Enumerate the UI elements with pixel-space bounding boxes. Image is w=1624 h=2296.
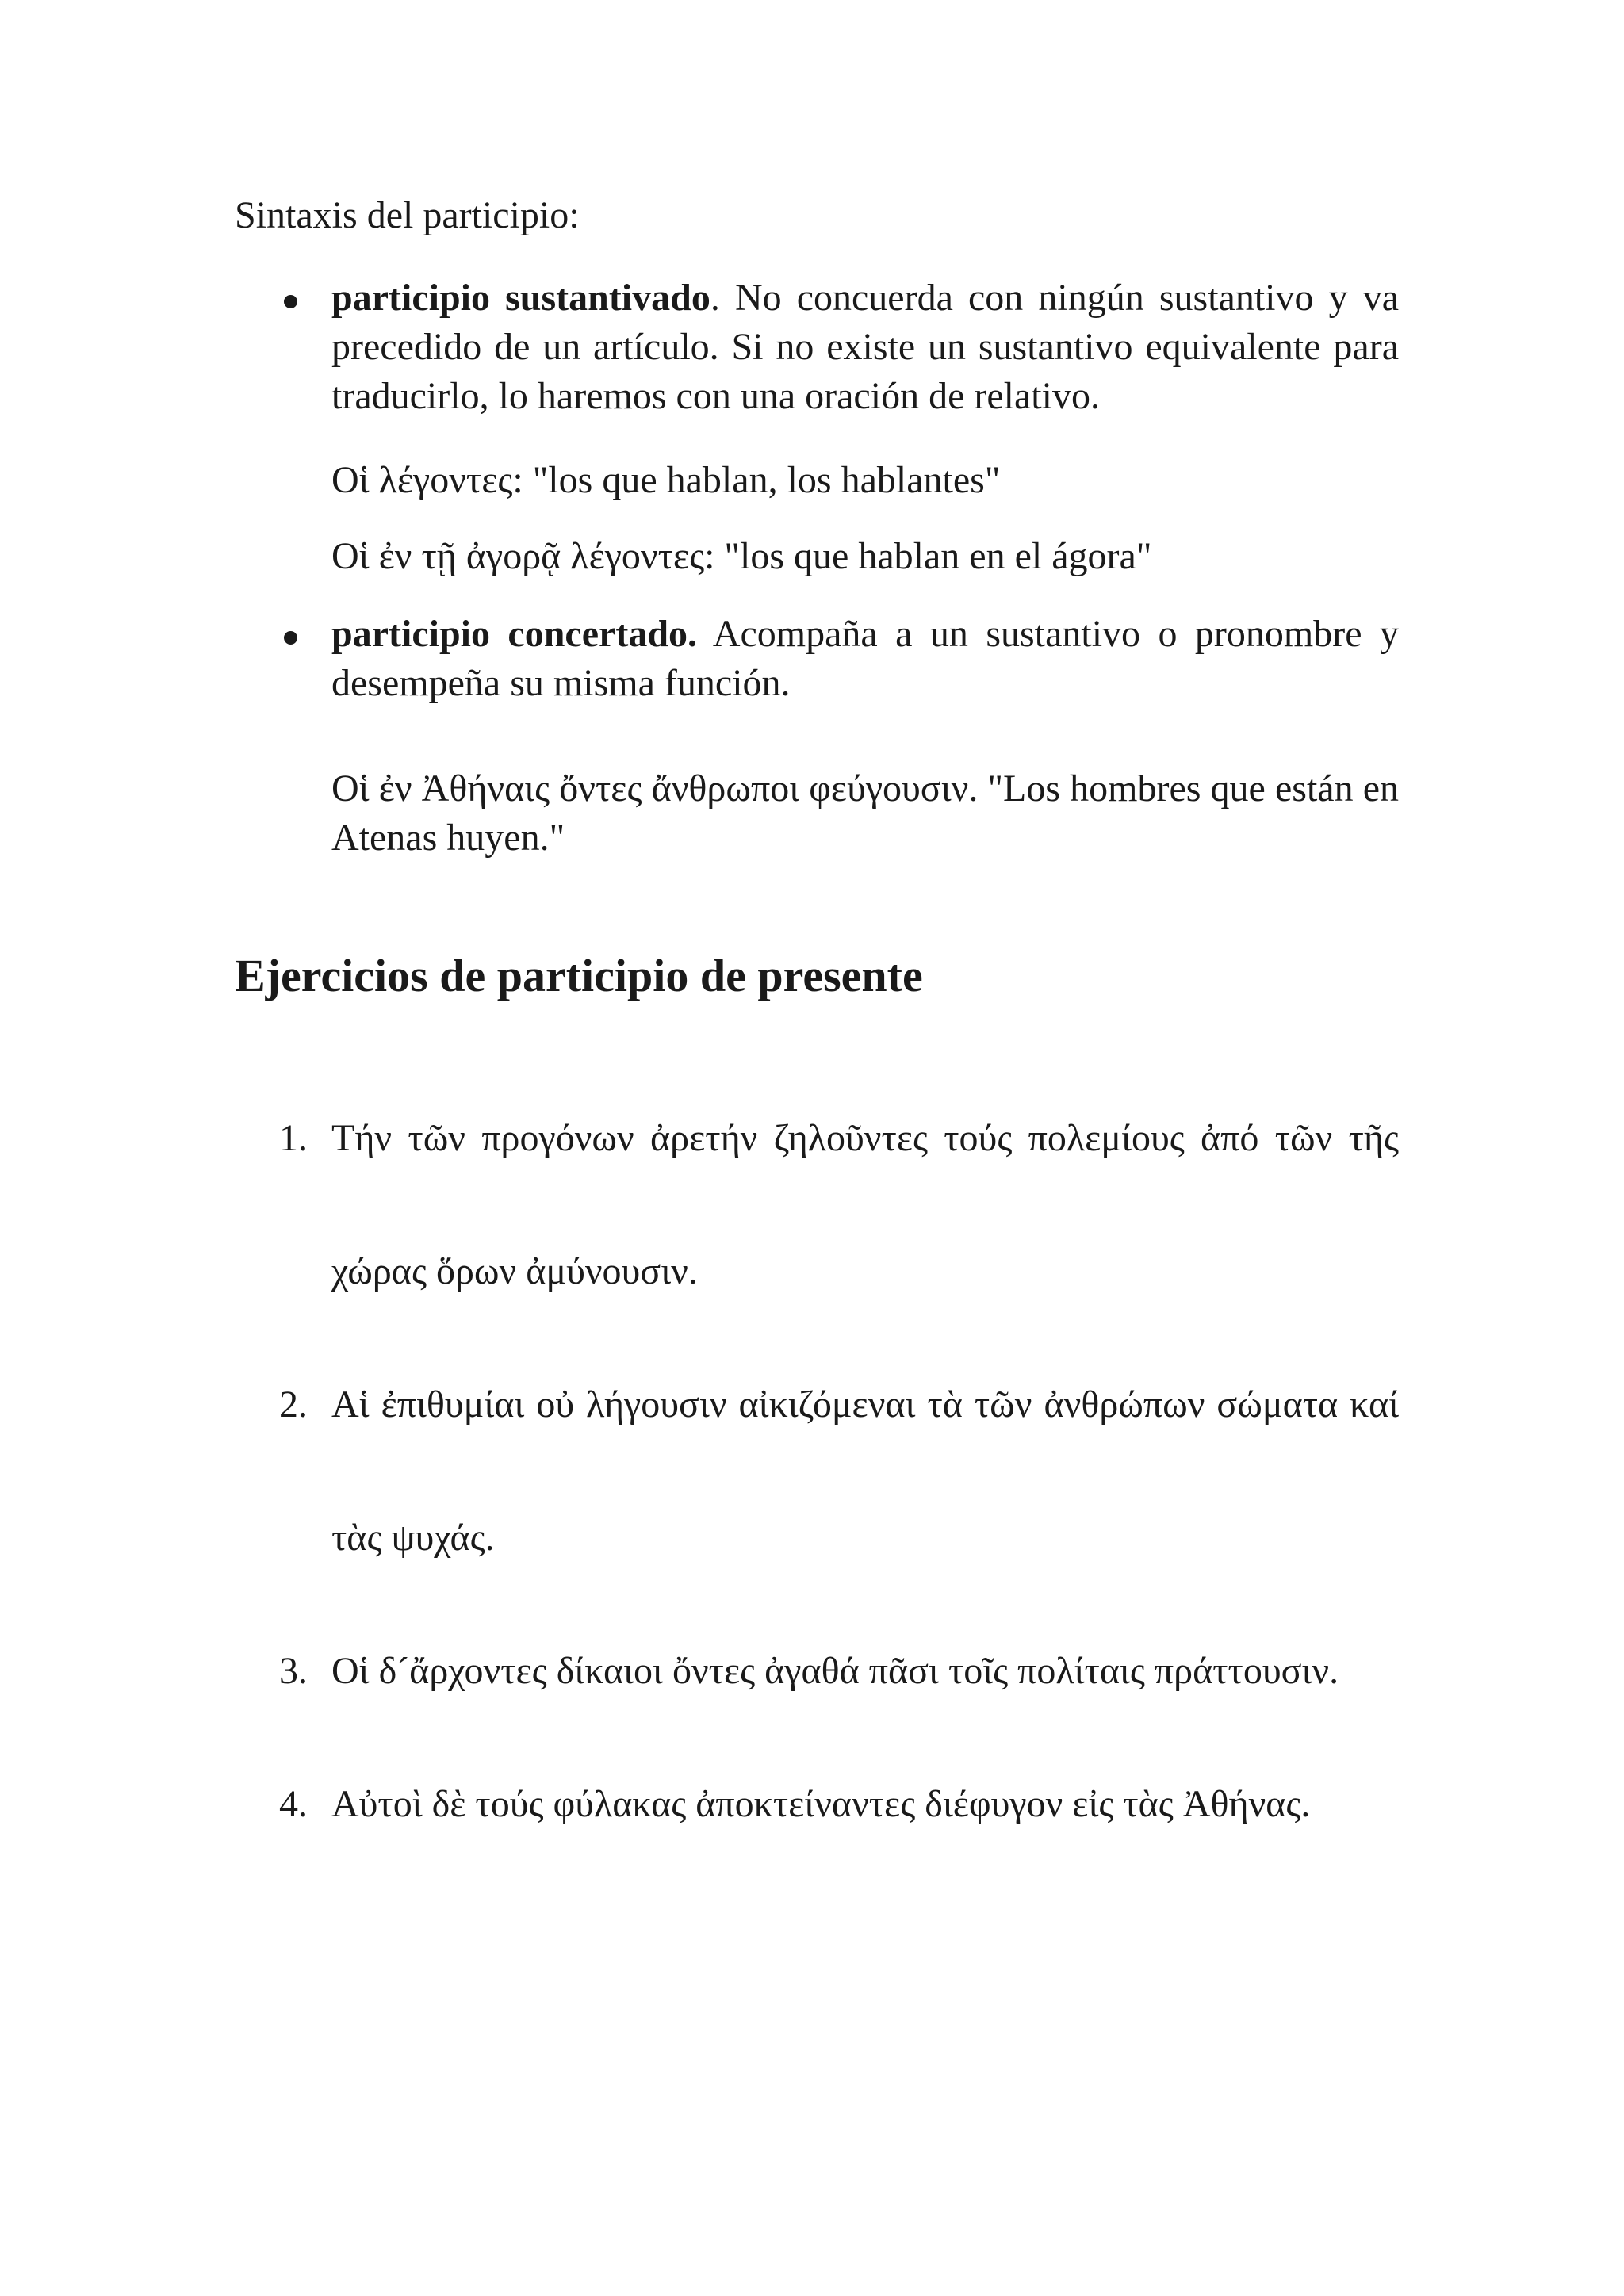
bullet-text: . No concuerda con ningún sustantivo y va precedido de un artículo. Si no existe un sustantivo equivalente para traducirlo, lo haremos con una oración de relativo. [331,277,1399,417]
exercise-line: Tήν τῶν προγόνων ἀρετήν ζηλοῦντες τούς πολεμίους ἀπό τῶν τῆς [331,1117,1399,1159]
intro-text: Sintaxis del participio: [235,194,580,236]
example-line: Oἱ λέγοντες: "los que hablan, los hablantes" [331,459,1001,501]
bullet-paragraph-sustantivado [331,274,1399,421]
exercise-line: τὰς ψυχάς. [331,1517,495,1559]
bullet-paragraph-concertado [331,610,1399,708]
exercise-number: 4. [279,1783,308,1825]
bullet-term: participio sustantivado [331,277,710,319]
bullet-term: participio concertado. [331,613,698,655]
bullet-icon [284,295,297,308]
exercise-line: Aὐτοὶ δὲ τούς φύλακας ἀποκτείναντες διέφυγον εἰς τὰς Ἀθήνας. [331,1783,1311,1825]
section-heading: Ejercicios de participio de presente [235,950,923,1001]
bullet-text: Acompaña a un sustantivo o pronombre y desempeña su misma función. [331,613,1399,704]
exercise-number: 2. [279,1383,308,1425]
exercise-line: Aἱ ἐπιθυμίαι οὐ λήγουσιν αἰκιζόμεναι τὰ τῶν ἀνθρώπων σώματα καί [331,1383,1399,1425]
example-paragraph: Oἱ ἐν Ἀθήναις ὄντες ἄνθρωποι φεύγουσιν. "Los hombres que están en Atenas huyen." [331,767,1399,859]
example-line: Oἱ ἐν τῇ ἀγορᾷ λέγοντες: "los que hablan en el ágora" [331,535,1152,577]
exercise-number: 1. [279,1117,308,1159]
bullet-icon [284,631,297,645]
exercise-line: χώρας ὅρων ἀμύνουσιν. [331,1250,698,1292]
exercise-number: 3. [279,1650,308,1692]
exercise-line: Oἱ δ´ἄρχοντες δίκαιοι ὄντες ἀγαθά πᾶσι τοῖς πολίταις πράττουσιν. [331,1650,1339,1692]
